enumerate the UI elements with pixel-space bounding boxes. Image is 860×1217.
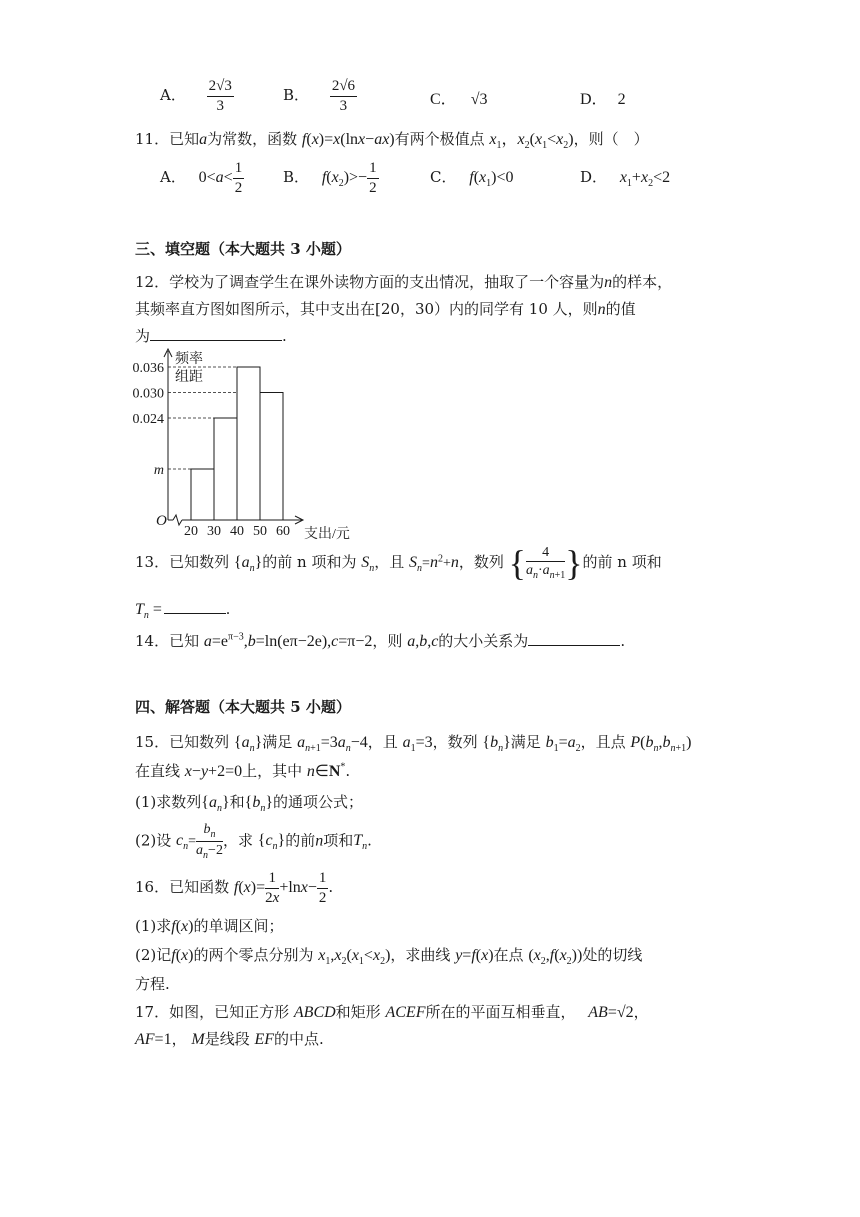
q11-option-b[interactable]: B． $f(x_2)>-$ $\frac{1}{2}$ bbox=[283, 160, 377, 196]
q10-option-a[interactable]: A． $\frac{2√3}{3}$ bbox=[160, 78, 232, 114]
q10-option-b[interactable]: B． $\frac{2√6}{3}$ bbox=[283, 78, 356, 114]
q12-answer-blank[interactable] bbox=[150, 340, 282, 341]
y-axis-label-top: 频率 bbox=[175, 352, 203, 367]
q14-line-1: 14．已知 $a=e^{\pi-3},b=\ln(e\pi-2e),c=\pi-2$，则 a,b,c的大小关系为 . bbox=[135, 631, 626, 650]
q13-line-2: $T_n$ = . bbox=[135, 601, 230, 622]
histogram-bar-2 bbox=[214, 418, 237, 520]
q16-part-1: (1)求f(x)的单调区间； bbox=[135, 917, 284, 935]
histogram-chart bbox=[125, 345, 365, 540]
q16-line-1: 16．已知函数 f(x)= $\frac{1}{2x}$ +lnx− $\frac{1}{2}$ . bbox=[135, 870, 334, 906]
q16-part-2-cont: 方程. bbox=[135, 975, 170, 993]
x-tick-30: 30 bbox=[207, 524, 221, 539]
x-tick-40: 40 bbox=[230, 524, 244, 539]
q17-line-2: AF=1， M是线段 EF的中点. bbox=[135, 1030, 324, 1048]
x-axis-label: 支出/元 bbox=[304, 527, 350, 540]
x-tick-50: 50 bbox=[253, 524, 267, 539]
y-tick-0030: 0.030 bbox=[132, 386, 164, 402]
y-tick-0036: 0.036 bbox=[132, 361, 164, 376]
q13-answer-blank[interactable] bbox=[164, 613, 226, 614]
x-tick-20: 20 bbox=[184, 524, 198, 539]
y-tick-m: m bbox=[153, 463, 164, 478]
q12-line-2: 其频率直方图如图所示，其中支出在[20，30）内的同学有 10 人，则n的值 bbox=[135, 300, 636, 318]
origin-label: O bbox=[156, 513, 167, 529]
axis-break-mark bbox=[173, 515, 182, 525]
q15-line-2: 在直线 x−y+2=0上，其中 n∈N*. bbox=[135, 761, 351, 780]
q15-line-1: 15．已知数列 $\{a_n\}$满足 $a_{n+1}=3a_n-4$，且 $a_1=3$，数列 $\{b_n\}$满足 $b_1=a_2$，且点 $P(b_n,b_{n+1})$ bbox=[135, 733, 692, 755]
q10-option-b-fraction: $\frac{2√6}{3}$ bbox=[331, 78, 356, 114]
q11-stem: 11．已知a为常数，函数 f(x)=x(lnx−ax)有两个极值点 $x_1$，$x_2(x_1<x_2)$，则（ ） bbox=[135, 130, 649, 152]
q10-option-a-fraction: $\frac{2√3}{3}$ bbox=[208, 78, 232, 114]
q12-line-1: 12．学校为了调查学生在课外读物方面的支出情况，抽取了一个容量为n的样本， bbox=[135, 273, 673, 291]
histogram-bar-1 bbox=[191, 469, 214, 520]
q17-line-1: 17．如图，已知正方形 ABCD和矩形 ACEF所在的平面互相垂直， AB=√2， bbox=[135, 1003, 649, 1021]
q15-part-1: (1)求数列$\{a_n\}$和$\{b_n\}$的通项公式； bbox=[135, 793, 364, 815]
q14-answer-blank[interactable] bbox=[528, 645, 620, 646]
q10-option-c[interactable]: C． √3 bbox=[430, 91, 488, 108]
x-tick-60: 60 bbox=[276, 524, 290, 539]
q13-line-1: 13．已知数列 $\{a_n\}$的前 n 项和为 $S_n$，且 $S_n=n^2+n$，数列 { $\frac{4}{a_n\cdot a_{n+1}}$ }的前 n 项和 bbox=[135, 543, 662, 584]
q11-option-a[interactable]: A． 0<a< $\frac{1}{2}$ bbox=[160, 160, 243, 196]
q10-option-d[interactable]: D． 2 bbox=[580, 91, 626, 108]
q11-option-d[interactable]: D． $x_1+x_2<2$ bbox=[580, 168, 671, 190]
q12-line-3: 为 . bbox=[135, 327, 287, 345]
y-axis-label-bottom: 组距 bbox=[175, 370, 203, 385]
histogram-bar-4 bbox=[260, 393, 283, 521]
q15-part-2: (2)设 $c_n=$ $\frac{b_n}{a_n-2}$ ，求 $\{c_n\}$的前n项和$T_n$. bbox=[135, 822, 372, 861]
y-tick-0024: 0.024 bbox=[132, 412, 164, 427]
section-3-heading: 三、填空题（本大题共 3 小题） bbox=[135, 240, 351, 258]
section-4-heading: 四、解答题（本大题共 5 小题） bbox=[135, 698, 351, 716]
q16-part-2: (2)记f(x)的两个零点分别为 $x_1,x_2(x_1<x_2)$，求曲线 y=f(x)在点 $(x_2,f(x_2))$处的切线 bbox=[135, 946, 643, 968]
histogram-bar-3 bbox=[237, 367, 260, 520]
q11-option-c[interactable]: C． $f(x_1)<0$ bbox=[430, 168, 514, 190]
